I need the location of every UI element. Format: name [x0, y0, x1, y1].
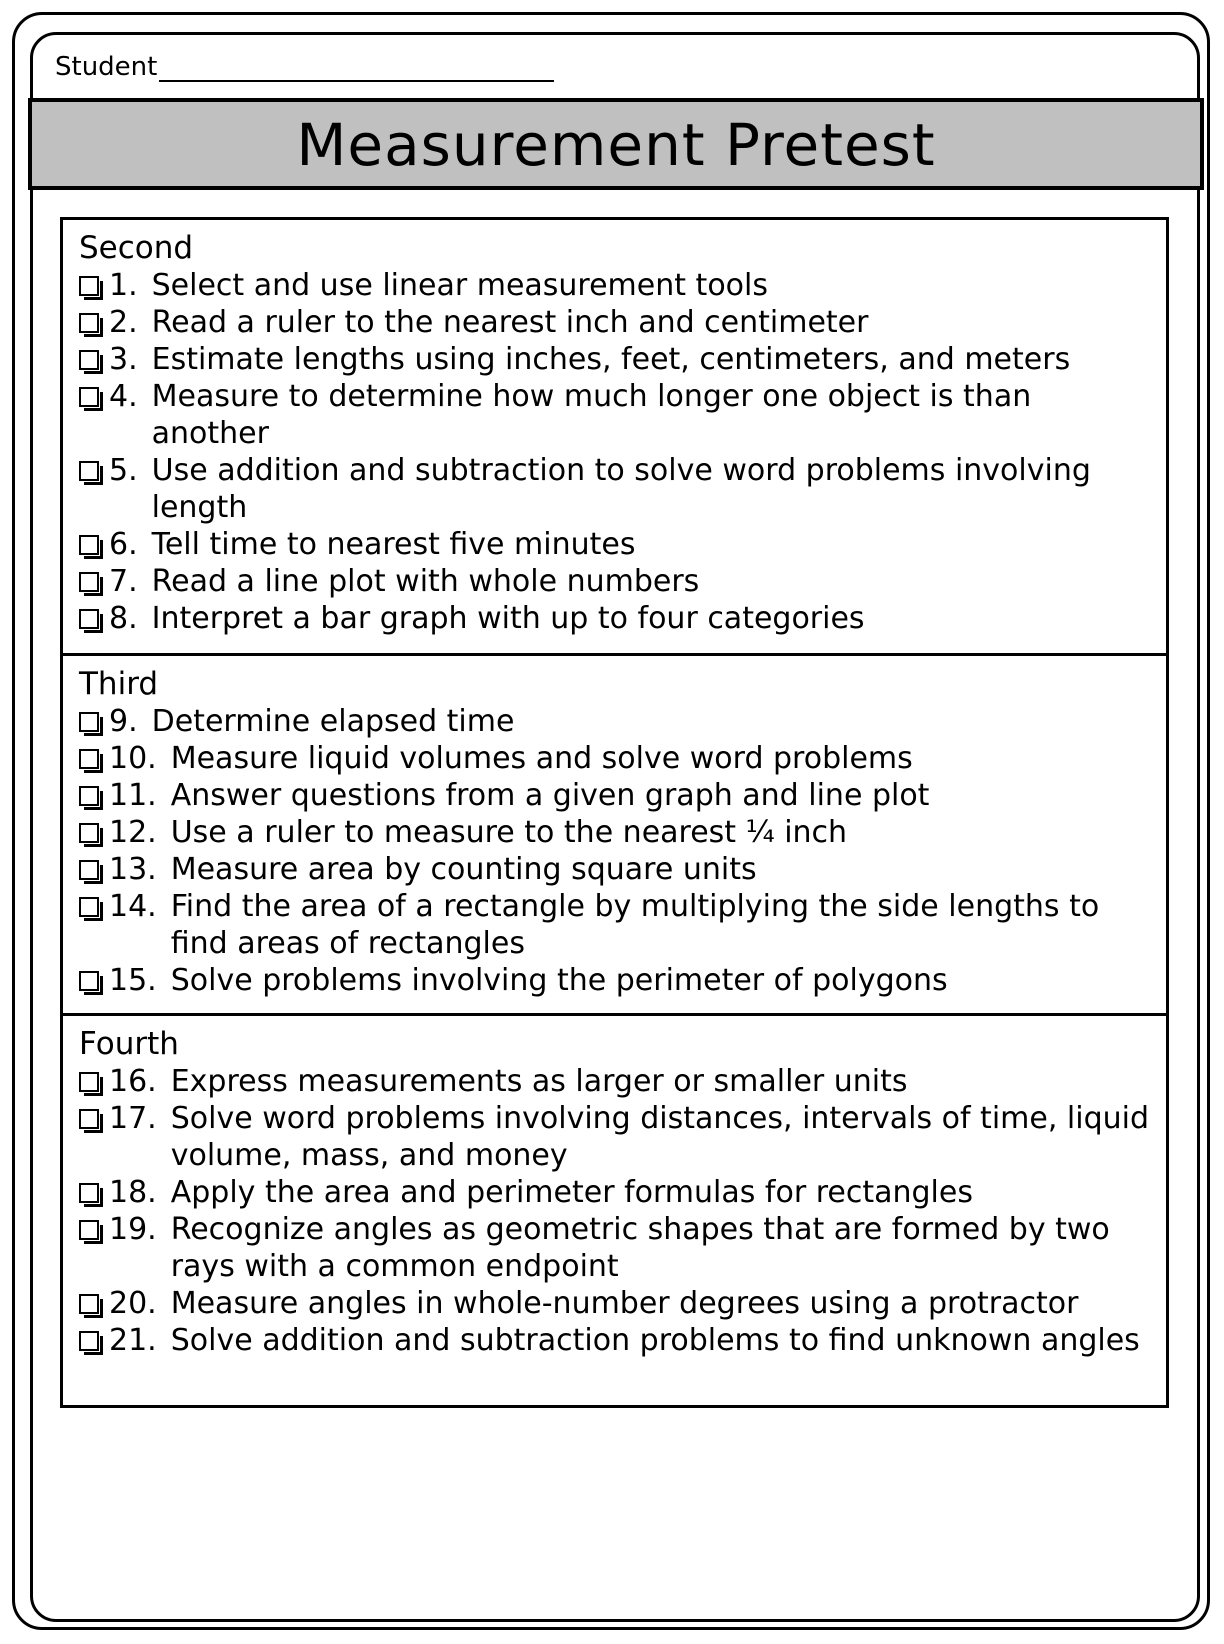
page-title: Measurement Pretest — [296, 111, 936, 179]
checklist-item — [79, 962, 1156, 999]
item-number: 8. — [109, 601, 138, 636]
item-text: Solve addition and subtraction problems to find unknown angles — [170, 1323, 1140, 1358]
checklist-item — [79, 1285, 1156, 1322]
section-heading: Second — [79, 230, 194, 266]
checkbox-icon[interactable] — [79, 749, 99, 769]
item-number: 1. — [109, 268, 138, 303]
item-number: 19. — [109, 1212, 157, 1247]
item-number: 14. — [109, 889, 157, 924]
checkbox-icon[interactable] — [79, 1072, 99, 1092]
checklist-item — [79, 740, 1156, 777]
checklist-item — [79, 267, 1156, 304]
item-text: Interpret a bar graph with up to four categories — [151, 601, 865, 636]
item-number: 20. — [109, 1286, 157, 1321]
item-number: 7. — [109, 564, 138, 599]
checklist-item — [79, 1211, 1156, 1285]
checkbox-icon[interactable] — [79, 387, 99, 407]
item-number: 3. — [109, 342, 138, 377]
item-text: Measure liquid volumes and solve word problems — [170, 741, 913, 776]
item-text: Find the area of a rectangle by multiplying the side lengths to find areas of rectangles — [170, 889, 1100, 961]
item-number: 2. — [109, 305, 138, 340]
checkbox-icon[interactable] — [79, 712, 99, 732]
checklist-item — [79, 703, 1156, 740]
item-text: Recognize angles as geometric shapes that are formed by two rays with a common endpoint — [170, 1212, 1110, 1284]
item-text: Apply the area and perimeter formulas for rectangles — [170, 1175, 973, 1210]
skills-checklist — [60, 217, 1169, 1408]
checkbox-icon[interactable] — [79, 897, 99, 917]
item-text: Read a ruler to the nearest inch and centimeter — [151, 305, 869, 340]
checklist-item — [79, 526, 1156, 563]
student-name-field[interactable] — [159, 52, 554, 82]
item-number: 10. — [109, 741, 157, 776]
checklist-item — [79, 304, 1156, 341]
checkbox-icon[interactable] — [79, 535, 99, 555]
item-number: 16. — [109, 1064, 157, 1099]
checklist-item — [79, 1322, 1156, 1359]
item-text: Measure area by counting square units — [170, 852, 757, 887]
item-number: 9. — [109, 704, 138, 739]
checkbox-icon[interactable] — [79, 971, 99, 991]
item-text: Answer questions from a given graph and line plot — [170, 778, 930, 813]
checkbox-icon[interactable] — [79, 786, 99, 806]
item-number: 5. — [109, 453, 138, 488]
item-number: 4. — [109, 379, 138, 414]
checkbox-icon[interactable] — [79, 1294, 99, 1314]
item-number: 11. — [109, 778, 157, 813]
checkbox-icon[interactable] — [79, 860, 99, 880]
checklist-item — [79, 1100, 1156, 1174]
item-text: Use addition and subtraction to solve word problems involving length — [151, 453, 1091, 525]
checklist-item — [79, 814, 1156, 851]
title-banner — [28, 98, 1204, 190]
item-text: Use a ruler to measure to the nearest ¼ inch — [170, 815, 848, 850]
item-text: Read a line plot with whole numbers — [151, 564, 700, 599]
student-label: Student — [55, 52, 158, 82]
item-text: Tell time to nearest five minutes — [151, 527, 636, 562]
section-heading: Fourth — [79, 1026, 179, 1062]
item-number: 21. — [109, 1323, 157, 1358]
item-text: Solve problems involving the perimeter of polygons — [170, 963, 948, 998]
checklist-item — [79, 1174, 1156, 1211]
item-number: 18. — [109, 1175, 157, 1210]
item-number: 12. — [109, 815, 157, 850]
item-text: Determine elapsed time — [151, 704, 515, 739]
checkbox-icon[interactable] — [79, 461, 99, 481]
checkbox-icon[interactable] — [79, 350, 99, 370]
section-fourth — [63, 1013, 1166, 1405]
item-text: Express measurements as larger or smaller units — [170, 1064, 908, 1099]
item-text: Estimate lengths using inches, feet, centimeters, and meters — [151, 342, 1071, 377]
checkbox-icon[interactable] — [79, 1109, 99, 1129]
checklist-item — [79, 851, 1156, 888]
checkbox-icon[interactable] — [79, 572, 99, 592]
student-name-line — [55, 52, 554, 82]
checkbox-icon[interactable] — [79, 313, 99, 333]
item-text: Solve word problems involving distances, intervals of time, liquid volume, mass, and money — [170, 1101, 1150, 1173]
item-text: Measure to determine how much longer one object is than another — [151, 379, 1032, 451]
checklist-item — [79, 1063, 1156, 1100]
checkbox-icon[interactable] — [79, 609, 99, 629]
checklist-item — [79, 378, 1156, 452]
checkbox-icon[interactable] — [79, 1220, 99, 1240]
checklist-item — [79, 341, 1156, 378]
checkbox-icon[interactable] — [79, 1331, 99, 1351]
checklist-item — [79, 452, 1156, 526]
item-text: Measure angles in whole-number degrees using a protractor — [170, 1286, 1079, 1321]
checklist-item — [79, 600, 1156, 637]
item-text: Select and use linear measurement tools — [151, 268, 768, 303]
section-second — [63, 220, 1166, 653]
item-number: 17. — [109, 1101, 157, 1136]
section-heading: Third — [79, 666, 159, 702]
checklist-item — [79, 777, 1156, 814]
item-number: 15. — [109, 963, 157, 998]
item-number: 6. — [109, 527, 138, 562]
checklist-item — [79, 563, 1156, 600]
checklist-item — [79, 888, 1156, 962]
item-number: 13. — [109, 852, 157, 887]
checkbox-icon[interactable] — [79, 276, 99, 296]
checkbox-icon[interactable] — [79, 823, 99, 843]
checkbox-icon[interactable] — [79, 1183, 99, 1203]
section-third — [63, 653, 1166, 1013]
